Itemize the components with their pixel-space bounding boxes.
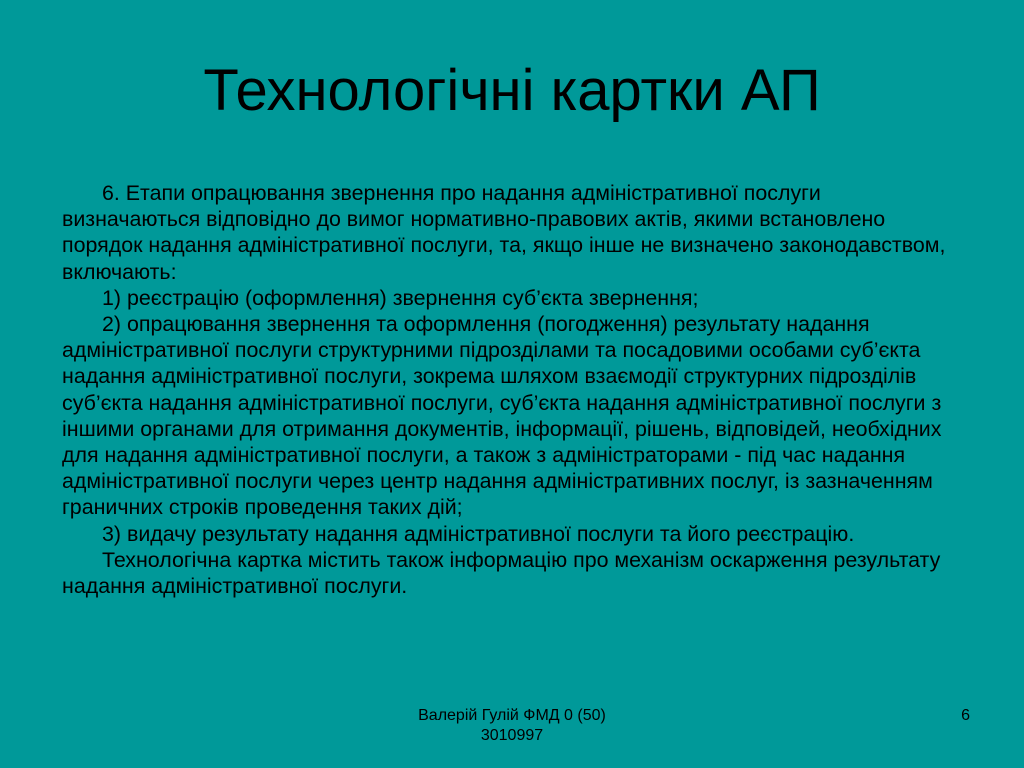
list-item-issuance: 3) видачу результату надання адміністративної послуги та його реєстрацію.	[102, 521, 855, 546]
paragraph-appeal-info: Технологічна картка містить також інформацію про механізм оскарження результату надання адміністративної послуги.	[62, 547, 941, 599]
slide-footer	[360, 706, 664, 746]
list-item-processing: 2) опрацювання звернення та оформлення (погодження) результату надання адміністративної послуги структурними підрозділами та посадовими особами суб’єкта надання адміністративної послуги, зокрема шляхом взаємодії структурних підрозділів суб’єкта надання адміністративної послуги, суб’єкта надання адміністративної послуги з іншими органами для отримання документів, інформації, рішень, відповідей, необхідних для надання адміністративної послуги, а також з адміністраторами - під час надання адміністративної послуги через центр надання адміністративних послуг, із зазначенням граничних строків проведення таких дій;	[62, 312, 942, 520]
paragraph-stages-intro: 6. Етапи опрацювання звернення про надання адміністративної послуги визначаються відповідно до вимог нормативно-правових актів, якими встановлено порядок надання адміністративної послуги, та, якщо інше не визначено законодавством, включають:	[62, 181, 946, 284]
footer-author: Валерій Гулій ФМД 0 (50)	[418, 707, 606, 724]
slide-body	[62, 180, 962, 599]
list-item-registration: 1) реєстрацію (оформлення) звернення суб’єкта звернення;	[102, 285, 699, 310]
slide-number: 6	[961, 707, 970, 724]
slide-title: Технологічні картки АП	[203, 58, 821, 123]
footer-code: 3010997	[480, 727, 544, 744]
